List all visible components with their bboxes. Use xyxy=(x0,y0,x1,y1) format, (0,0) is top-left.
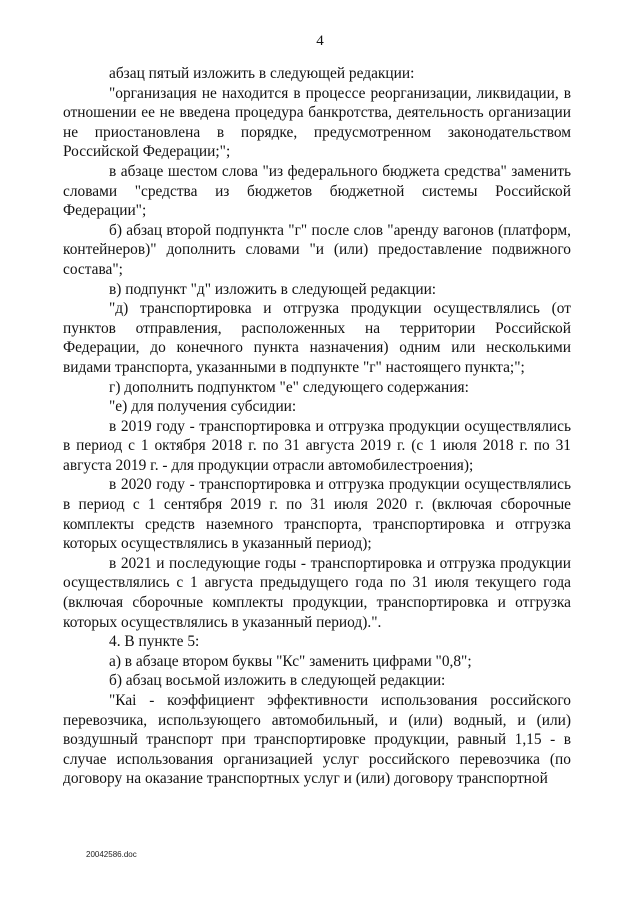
paragraph: в 2020 году - транспортировка и отгрузка продукции осуществлялись в период с 1 сентября 2019 г. по 31 июля 2020 г. (включая сборочные комплекты средств наземного транспорта, транспортировка и отгрузка которых осуществлялись в указанный период); xyxy=(63,476,571,553)
paragraph: б) абзац восьмой изложить в следующей редакции: xyxy=(109,672,446,690)
paragraph: 4. В пункте 5: xyxy=(109,633,200,651)
paragraph: б) абзац второй подпункта "г" после слов "аренду вагонов (платформ, контейнеров)" дополнить словами "и (или) предоставление подвижного состава"; xyxy=(63,221,571,278)
paragraph: "организация не находится в процессе реорганизации, ликвидации, в отношении ее не введена процедура банкротства, деятельность организации не приостановлена в порядке, предусмотренном законодательством Российской Федерации;"; xyxy=(63,84,571,161)
paragraph: в 2019 году - транспортировка и отгрузка продукции осуществлялись в период с 1 октября 2018 г. по 31 августа 2019 г. (с 1 июля 2018 г. по 31 августа 2019 г. - для продукции отрасли автомобилестроения); xyxy=(63,417,571,474)
document-filename: 20042586.doc xyxy=(86,850,137,859)
paragraph: "Каi - коэффициент эффективности использования российского перевозчика, использующего автомобильный, и (или) водный, и (или) воздушный транспорт при транспортировке продукции, равный 1,15 - в случае использования организацией услуг российского перевозчика (по договору на оказание транспортных услуг и (или) договору транспортной xyxy=(63,692,571,788)
paragraph: "е) для получения субсидии: xyxy=(109,398,297,416)
paragraph: абзац пятый изложить в следующей редакции: xyxy=(109,65,415,82)
paragraph: в) подпункт "д" изложить в следующей редакции: xyxy=(109,280,437,298)
paragraph: г) дополнить подпунктом "е" следующего содержания: xyxy=(109,378,469,396)
paragraph: в 2021 и последующие годы - транспортировка и отгрузка продукции осуществлялись с 1 августа предыдущего года по 31 июля текущего года (включая сборочные комплекты продукции, транспортировка и отгрузка которых осуществлялись в указанный период).". xyxy=(63,554,571,631)
document-body xyxy=(63,64,571,789)
paragraph: в абзаце шестом слова "из федерального бюджета средства" заменить словами "средства из бюджетов бюджетной системы Российской Федерации"; xyxy=(63,162,571,220)
page-number: 4 xyxy=(316,33,324,49)
paragraph: а) в абзаце втором буквы "Кс" заменить цифрами "0,8"; xyxy=(109,652,472,670)
paragraph: "д) транспортировка и отгрузка продукции осуществлялись (от пунктов отправления, расположенных на территории Российской Федерации, до конечного пункта назначения) одним или несколькими видами транспорта, указанными в подпункте "г" настоящего пункта;"; xyxy=(63,300,571,376)
